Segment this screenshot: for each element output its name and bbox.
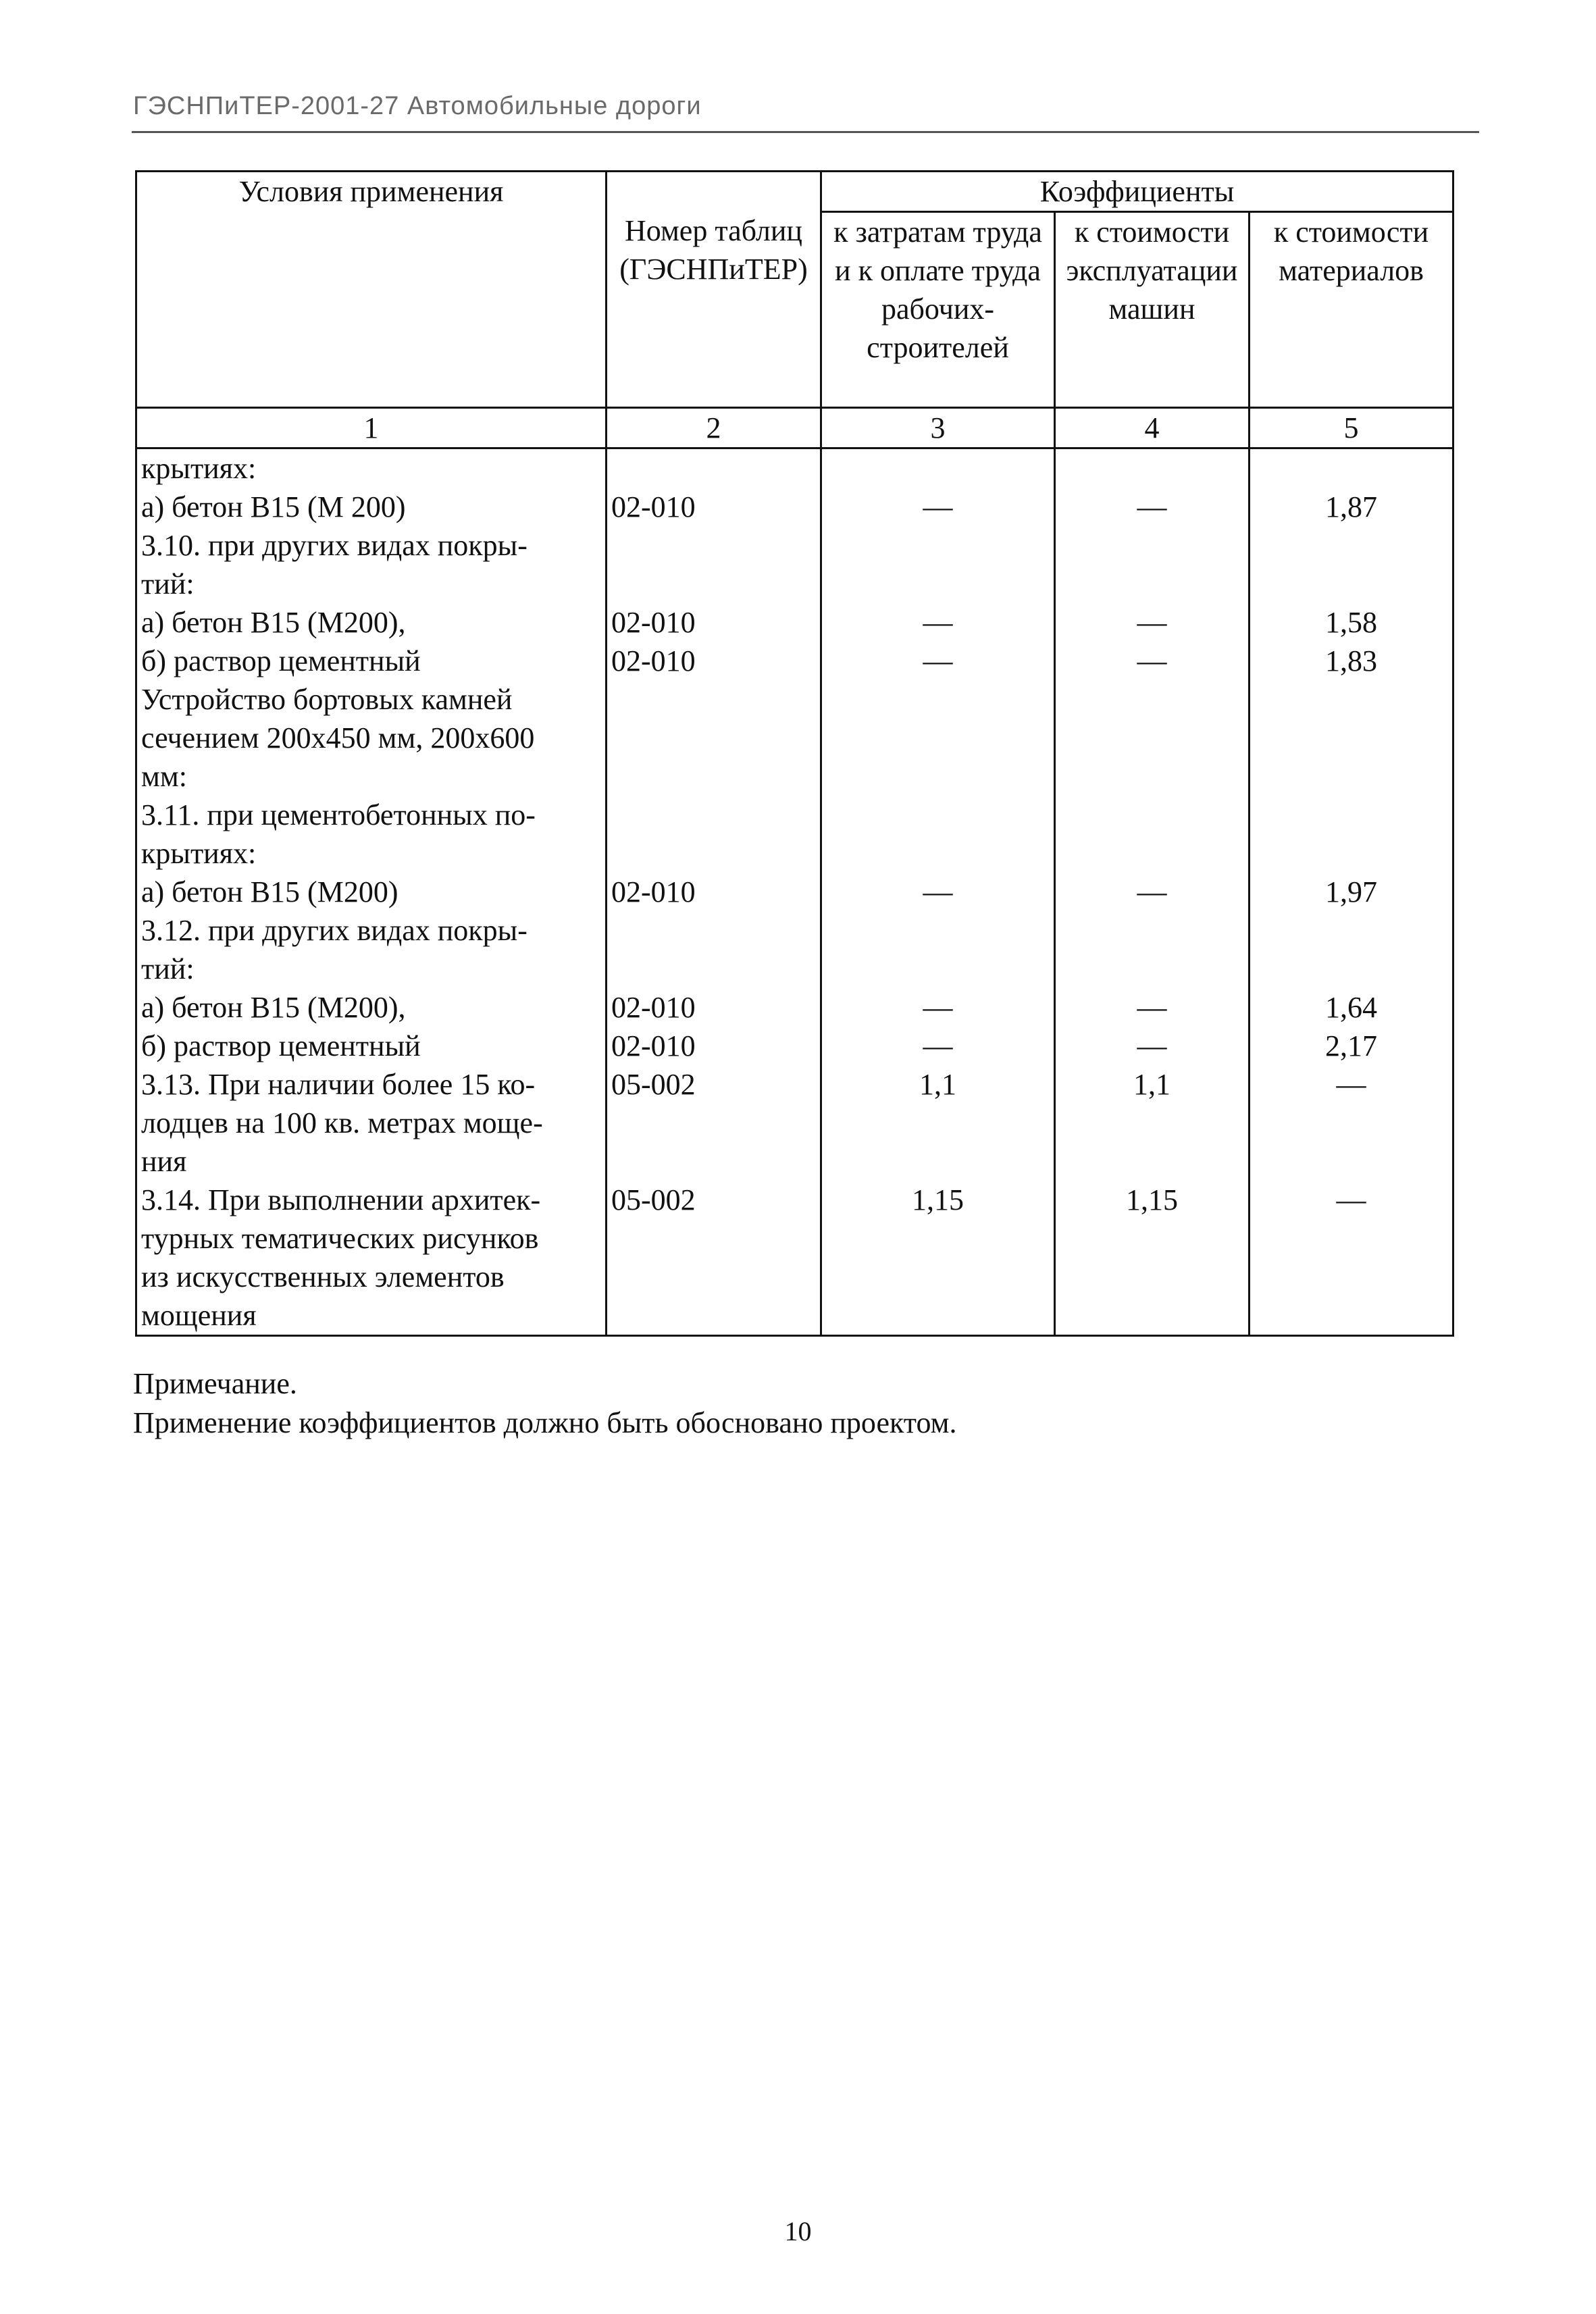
cell-line <box>1254 680 1448 719</box>
cell-line <box>611 526 816 565</box>
cell-line <box>1060 449 1244 488</box>
cell-line <box>1060 757 1244 796</box>
cell-line: 1,1 <box>919 1068 956 1101</box>
cell-line <box>611 719 816 757</box>
cell-line: из искусственных элементов <box>141 1260 505 1293</box>
page-number: 10 <box>784 2216 812 2246</box>
cell-line <box>611 796 816 834</box>
cell-line <box>611 1219 816 1258</box>
cell-line <box>1060 1296 1244 1335</box>
note-block <box>133 1364 956 1443</box>
cell-line: — <box>1137 490 1167 523</box>
cell-line: лодцев на 100 кв. метрах моще- <box>141 1106 543 1139</box>
cell-line: а) бетон В15 (М200), <box>141 606 406 639</box>
col1-header: Условия применения <box>136 172 607 408</box>
cell-line: тий: <box>141 952 195 985</box>
cell-line: — <box>1336 1183 1366 1216</box>
cell-line <box>826 565 1050 603</box>
cell-line <box>611 757 816 796</box>
cell-line <box>611 911 816 950</box>
cell-line <box>1060 911 1244 950</box>
cell-line: — <box>1137 606 1167 639</box>
cell-line: 1,97 <box>1325 875 1377 908</box>
cell-line <box>1060 950 1244 988</box>
cell-line: а) бетон В15 (М200), <box>141 991 406 1024</box>
cell-line: а) бетон В15 (М 200) <box>141 490 406 523</box>
cell-line <box>611 1258 816 1296</box>
cell-line <box>611 1142 816 1181</box>
cell-line <box>826 796 1050 834</box>
cell-line <box>1060 1104 1244 1142</box>
cell-line: крытиях: <box>141 837 257 870</box>
cell-line: тий: <box>141 567 195 600</box>
cell-line <box>611 1104 816 1142</box>
cell-line: 1,15 <box>912 1183 964 1216</box>
cell-line: 02-010 <box>611 644 696 677</box>
cell-line: 3.14. При выполнении архитек- <box>141 1183 541 1216</box>
cell-line: — <box>923 991 953 1024</box>
cell-line <box>1254 1258 1448 1296</box>
cell-line: 02-010 <box>611 490 696 523</box>
cell-line <box>1254 1296 1448 1335</box>
note-text: Применение коэффициентов должно быть обосновано проектом. <box>133 1406 957 1439</box>
coefficients-table <box>135 170 1454 1337</box>
cell-line: турных тематических рисунков <box>141 1222 539 1255</box>
note-title: Примечание. <box>133 1367 297 1400</box>
cell-line: 02-010 <box>611 875 696 908</box>
running-title: ГЭСНПиТЕР-2001-27 Автомобильные дороги <box>133 92 702 120</box>
cell-line: — <box>1137 644 1167 677</box>
cell-line <box>1254 1104 1448 1142</box>
cell-line: 05-002 <box>611 1183 696 1216</box>
cell-line: 1,1 <box>1133 1068 1170 1101</box>
cell-line: 02-010 <box>611 1029 696 1062</box>
cell-line: б) раствор цементный <box>141 644 421 677</box>
cell-line: 02-010 <box>611 606 696 639</box>
cell-line: 3.11. при цементобетонных по- <box>141 798 536 831</box>
cell-line: мощения <box>141 1299 257 1332</box>
cell-line <box>1060 719 1244 757</box>
cell-line <box>826 1219 1050 1258</box>
cell-line: 1,58 <box>1325 606 1377 639</box>
col2-header: Номер таблиц (ГЭСНПиТЕР) <box>607 172 821 408</box>
col4-header: к стоимости эксплуатации машин <box>1055 212 1250 408</box>
cell-line: 3.13. При наличии более 15 ко- <box>141 1068 536 1101</box>
cell-line <box>826 757 1050 796</box>
cell-line: 3.12. при других видах покры- <box>141 914 527 947</box>
cell-line <box>1254 911 1448 950</box>
cell-line <box>611 680 816 719</box>
cell-line <box>1254 757 1448 796</box>
cell-line <box>826 1142 1050 1181</box>
cell-line <box>826 834 1050 873</box>
col-number: 2 <box>607 408 821 448</box>
cell-line <box>826 1104 1050 1142</box>
cell-line <box>1060 1142 1244 1181</box>
cell-line: сечением 200х450 мм, 200х600 <box>141 721 535 754</box>
cell-line <box>611 834 816 873</box>
cell-line: 05-002 <box>611 1068 696 1101</box>
cell-line: 02-010 <box>611 991 696 1024</box>
coef-group-header: Коэффициенты <box>821 172 1453 212</box>
cell-line: 1,83 <box>1325 644 1377 677</box>
cell-line: Устройство бортовых камней <box>141 683 513 716</box>
cell-line: — <box>923 1029 953 1062</box>
cell-line <box>1254 1142 1448 1181</box>
cell-line: — <box>1137 1029 1167 1062</box>
cell-line <box>1254 565 1448 603</box>
cell-line <box>826 680 1050 719</box>
col5-header: к стоимости материалов <box>1250 212 1453 408</box>
col3-header: к затратам труда и к оплате труда рабочих-строителей <box>821 212 1055 408</box>
cell-line <box>1254 796 1448 834</box>
cell-line <box>1060 526 1244 565</box>
cell-line: ния <box>141 1145 187 1178</box>
cell-line <box>611 449 816 488</box>
cell-line <box>826 526 1050 565</box>
cell-line <box>1254 950 1448 988</box>
cell-line <box>1060 796 1244 834</box>
materials-coef-column <box>1250 448 1453 1336</box>
col-number: 1 <box>136 408 607 448</box>
cell-line <box>1254 719 1448 757</box>
col-number: 5 <box>1250 408 1453 448</box>
cell-line <box>826 1258 1050 1296</box>
cell-line: а) бетон В15 (М200) <box>141 875 398 908</box>
table-body-row <box>136 448 1453 1336</box>
cell-line <box>826 719 1050 757</box>
cell-line: 3.10. при других видах покры- <box>141 529 527 562</box>
machine-coef-column <box>1055 448 1250 1336</box>
running-header <box>132 89 1479 133</box>
cell-line <box>611 950 816 988</box>
cell-line <box>1060 565 1244 603</box>
cell-line: мм: <box>141 760 187 793</box>
cell-line: — <box>1137 991 1167 1024</box>
cell-line <box>1254 1219 1448 1258</box>
cell-line: — <box>1137 875 1167 908</box>
cell-line: — <box>923 875 953 908</box>
cell-line <box>826 911 1050 950</box>
cell-line: крытиях: <box>141 452 257 485</box>
labor-coef-column <box>821 448 1055 1336</box>
cell-line <box>1060 1219 1244 1258</box>
column-number-row <box>136 408 1453 448</box>
table-number-column <box>607 448 821 1336</box>
cell-line: 1,15 <box>1126 1183 1178 1216</box>
cell-line <box>611 565 816 603</box>
cell-line <box>1060 680 1244 719</box>
cell-line: — <box>1336 1068 1366 1101</box>
cell-line: 1,87 <box>1325 490 1377 523</box>
cell-line <box>1060 1258 1244 1296</box>
cell-line <box>1254 526 1448 565</box>
cell-line <box>826 449 1050 488</box>
cell-line <box>1254 449 1448 488</box>
cell-line: — <box>923 606 953 639</box>
cell-line <box>611 1296 816 1335</box>
cell-line <box>1254 834 1448 873</box>
cell-line: 1,64 <box>1325 991 1377 1024</box>
conditions-column <box>136 448 607 1336</box>
cell-line <box>1060 834 1244 873</box>
cell-line <box>826 950 1050 988</box>
col-number: 4 <box>1055 408 1250 448</box>
cell-line <box>826 1296 1050 1335</box>
col-number: 3 <box>821 408 1055 448</box>
cell-line: — <box>923 490 953 523</box>
cell-line: — <box>923 644 953 677</box>
cell-line: 2,17 <box>1325 1029 1377 1062</box>
cell-line: б) раствор цементный <box>141 1029 421 1062</box>
